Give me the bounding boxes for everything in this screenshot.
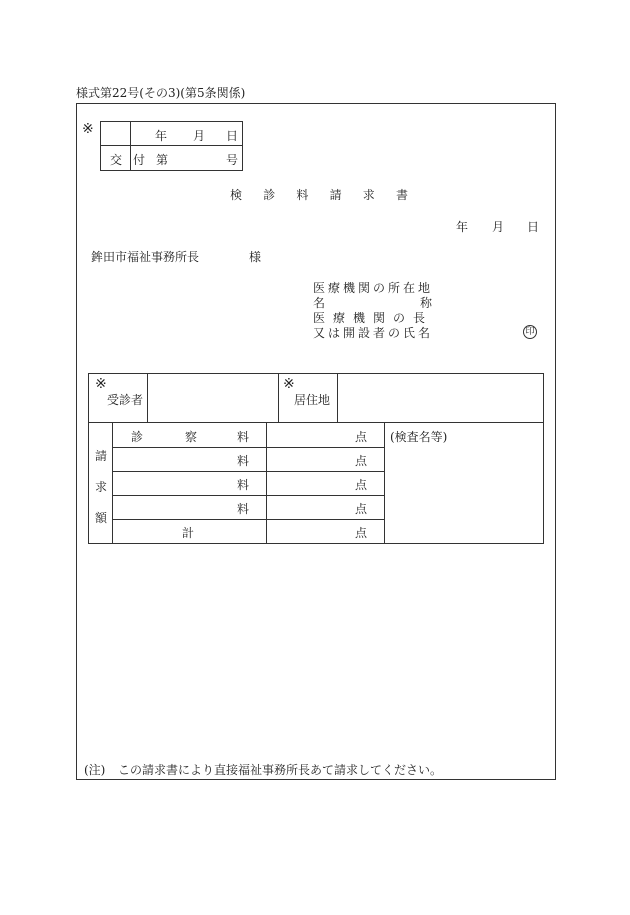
table-divider	[147, 374, 148, 422]
examinee-label: 受診者	[107, 393, 144, 407]
reference-mark: ※	[283, 376, 295, 392]
claim-side-label-char: 請	[95, 449, 108, 463]
table-divider	[112, 423, 113, 543]
title-char: 診	[263, 188, 276, 202]
honorific: 様	[249, 250, 262, 264]
founder-name-label: 又は開設者の氏名	[313, 326, 434, 340]
title-char: 請	[329, 188, 342, 202]
reference-mark: ※	[95, 376, 107, 392]
row-item-char: 料	[237, 430, 250, 444]
issue-box-divider	[130, 122, 131, 170]
form-number: 様式第22号(その3)(第5条関係)	[76, 86, 246, 100]
date-day: 日	[527, 220, 540, 234]
institution-head-label: 医療機関の長	[313, 311, 434, 325]
row-item-char: 診	[131, 430, 144, 444]
table-divider	[384, 423, 385, 543]
issue-char: 付	[133, 153, 146, 167]
row-divider	[112, 447, 384, 448]
title-char: 料	[296, 188, 309, 202]
patient-table	[88, 373, 544, 423]
document-title	[230, 186, 408, 203]
row-item-char: 料	[237, 502, 250, 516]
note-text: この請求書により直接福祉事務所長あて請求してください。	[118, 763, 443, 777]
table-divider	[278, 374, 279, 422]
row-item-char: 料	[237, 478, 250, 492]
row-unit: 点	[355, 430, 368, 444]
issue-date-month: 月	[193, 129, 206, 143]
issue-date-day: 日	[226, 129, 239, 143]
note-label: (注)	[84, 763, 106, 777]
issue-number-suffix: 号	[226, 153, 239, 167]
row-divider	[112, 471, 384, 472]
table-divider	[266, 423, 267, 543]
title-char: 書	[395, 188, 408, 202]
seal-icon: 印	[523, 325, 537, 339]
date-month: 月	[492, 220, 505, 234]
issue-box-divider	[101, 145, 242, 146]
row-item-char: 察	[185, 430, 198, 444]
row-divider	[112, 519, 384, 520]
issue-char: 交	[110, 153, 123, 167]
row-unit: 点	[355, 502, 368, 516]
issue-char: 第	[156, 153, 169, 167]
exam-name-label: (検査名等)	[390, 430, 448, 444]
addressee: 鉾田市福祉事務所長	[91, 250, 200, 264]
row-unit: 点	[355, 526, 368, 540]
name-label-char: 称	[419, 296, 432, 310]
claim-side-label-char: 額	[95, 511, 108, 525]
name-label-char: 名	[313, 296, 326, 310]
row-unit: 点	[355, 478, 368, 492]
issue-date-year: 年	[155, 129, 168, 143]
date-year: 年	[456, 220, 469, 234]
claim-side-label-char: 求	[95, 480, 108, 494]
row-item-char: 料	[237, 454, 250, 468]
title-char: 求	[362, 188, 375, 202]
total-label: 計	[182, 526, 195, 540]
issue-box	[100, 121, 243, 171]
table-divider	[337, 374, 338, 422]
reference-mark: ※	[82, 121, 94, 137]
title-char: 検	[230, 188, 243, 202]
residence-label: 居住地	[294, 393, 331, 407]
institution-address-label: 医療機関の所在地	[313, 281, 434, 295]
row-divider	[112, 495, 384, 496]
claim-table	[88, 423, 544, 544]
row-unit: 点	[355, 454, 368, 468]
